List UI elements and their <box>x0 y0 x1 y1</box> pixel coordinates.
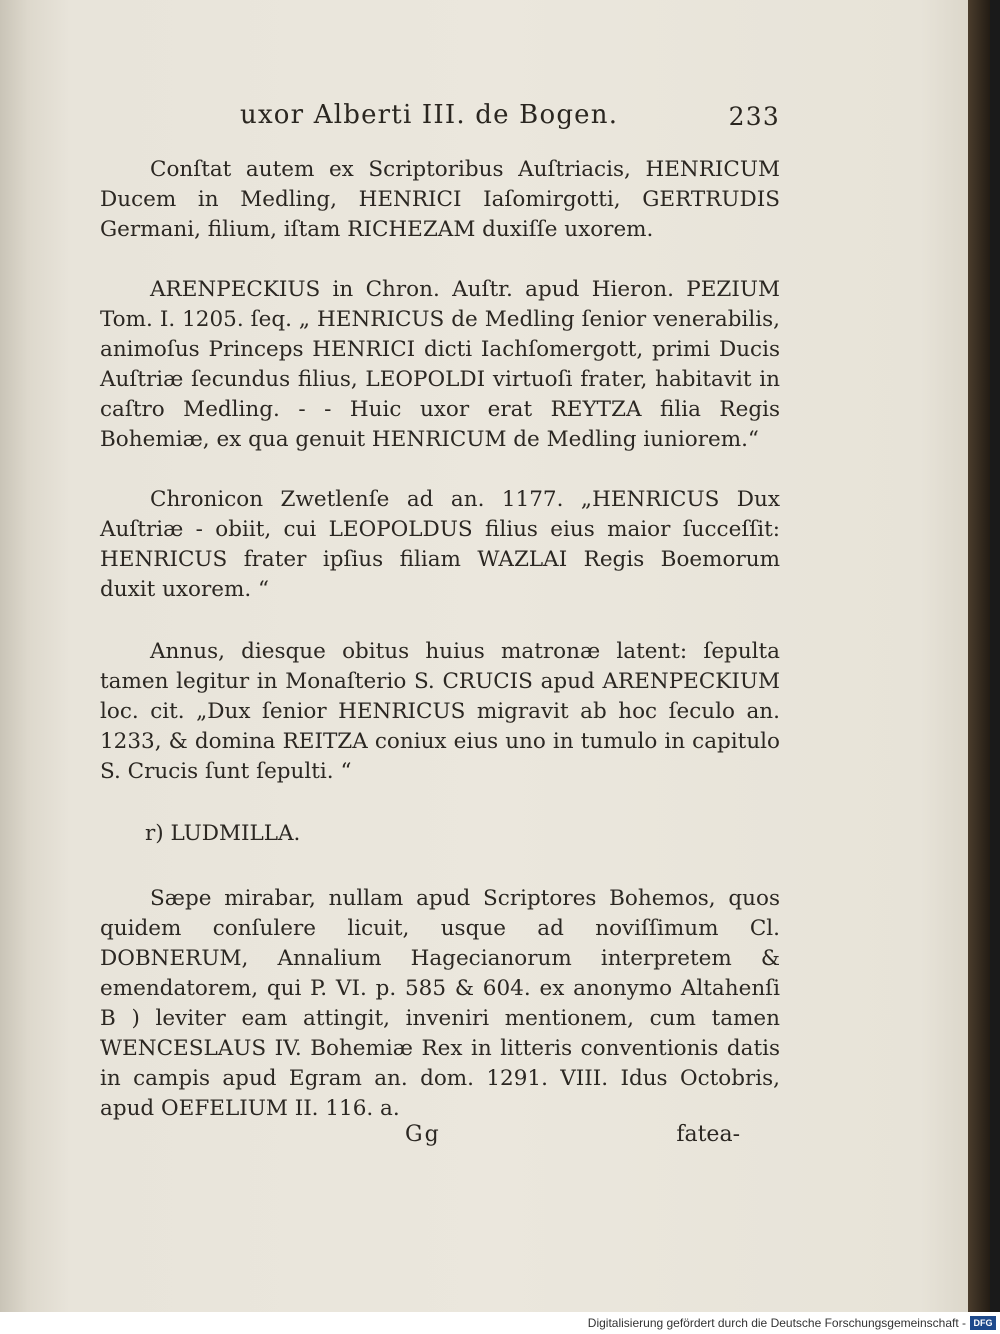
page-footer <box>100 1122 780 1152</box>
paragraph-3: Chronicon Zwetlenſe ad an. 1177. „HENRICUS Dux Auſtriæ - obiit, cui LEOPOLDUS filius eius maior ſucceſſit: HENRICUS frater ipſius filiam WAZLAI Regis Boemorum duxit uxorem. “ <box>100 487 780 602</box>
page-body <box>100 155 780 1124</box>
signature-mark: Gg <box>405 1122 441 1147</box>
dfg-logo: DFG <box>970 1316 996 1330</box>
running-header <box>240 100 780 140</box>
paragraph-2: ARENPECKIUS in Chron. Auſtr. apud Hieron. PEZIUM Tom. I. 1205. ſeq. „ HENRICUS de Medling ſenior venerabilis, animoſus Princeps HENRICI dicti Iachſomergott, primi Ducis Auſtriæ ſecundus filius, LEOPOLDI virtuoſi frater, habitavit in caſtro Medling. - - Huic uxor erat REYTZA filia Regis Bohemiæ, ex qua genuit HENRICUM de Medling iuniorem.“ <box>100 277 780 452</box>
section-heading: r) LUDMILLA. <box>145 821 301 846</box>
paragraph-4: Annus, diesque obitus huius matronæ latent: ſepulta tamen legitur in Monaſterio S. CRUCIS apud ARENPECKIUM loc. cit. „Dux ſenior HENRICUS migravit ab hoc ſeculo an. 1233, & domina REITZA coniux eius uno in tumulo in capitulo S. Crucis ſunt ſepulti. “ <box>100 639 780 784</box>
credit-bar <box>0 1312 1000 1334</box>
catchword: fatea- <box>676 1122 740 1147</box>
running-title: uxor Alberti III. de Bogen. <box>240 100 619 130</box>
paragraph-1: Conſtat autem ex Scriptoribus Auſtriacis, HENRICUM Ducem in Medling, HENRICI Iaſomirgotti, GERTRUDIS Germani, filium, iſtam RICHEZAM duxiſſe uxorem. <box>100 157 780 242</box>
paragraph-5: Sæpe mirabar, nullam apud Scriptores Bohemos, quos quidem conſulere licuit, usque ad noviſſimum Cl. DOBNERUM, Annalium Hagecianorum interpretem & emendatorem, qui P. VI. p. 585 & 604. ex anonymo Altahenſi B ) leviter eam attingit, inveniri mentionem, cum tamen WENCESLAUS IV. Bohemiæ Rex in litteris conventionis datis in campis apud Egram an. dom. 1291. VIII. Idus Octobris, apud OEFELIUM II. 116. a. <box>100 886 780 1121</box>
page-number: 233 <box>728 102 780 131</box>
book-binding-edge <box>968 0 990 1312</box>
credit-text: Digitalisierung gefördert durch die Deutsche Forschungsgemeinschaft - <box>587 1316 966 1330</box>
